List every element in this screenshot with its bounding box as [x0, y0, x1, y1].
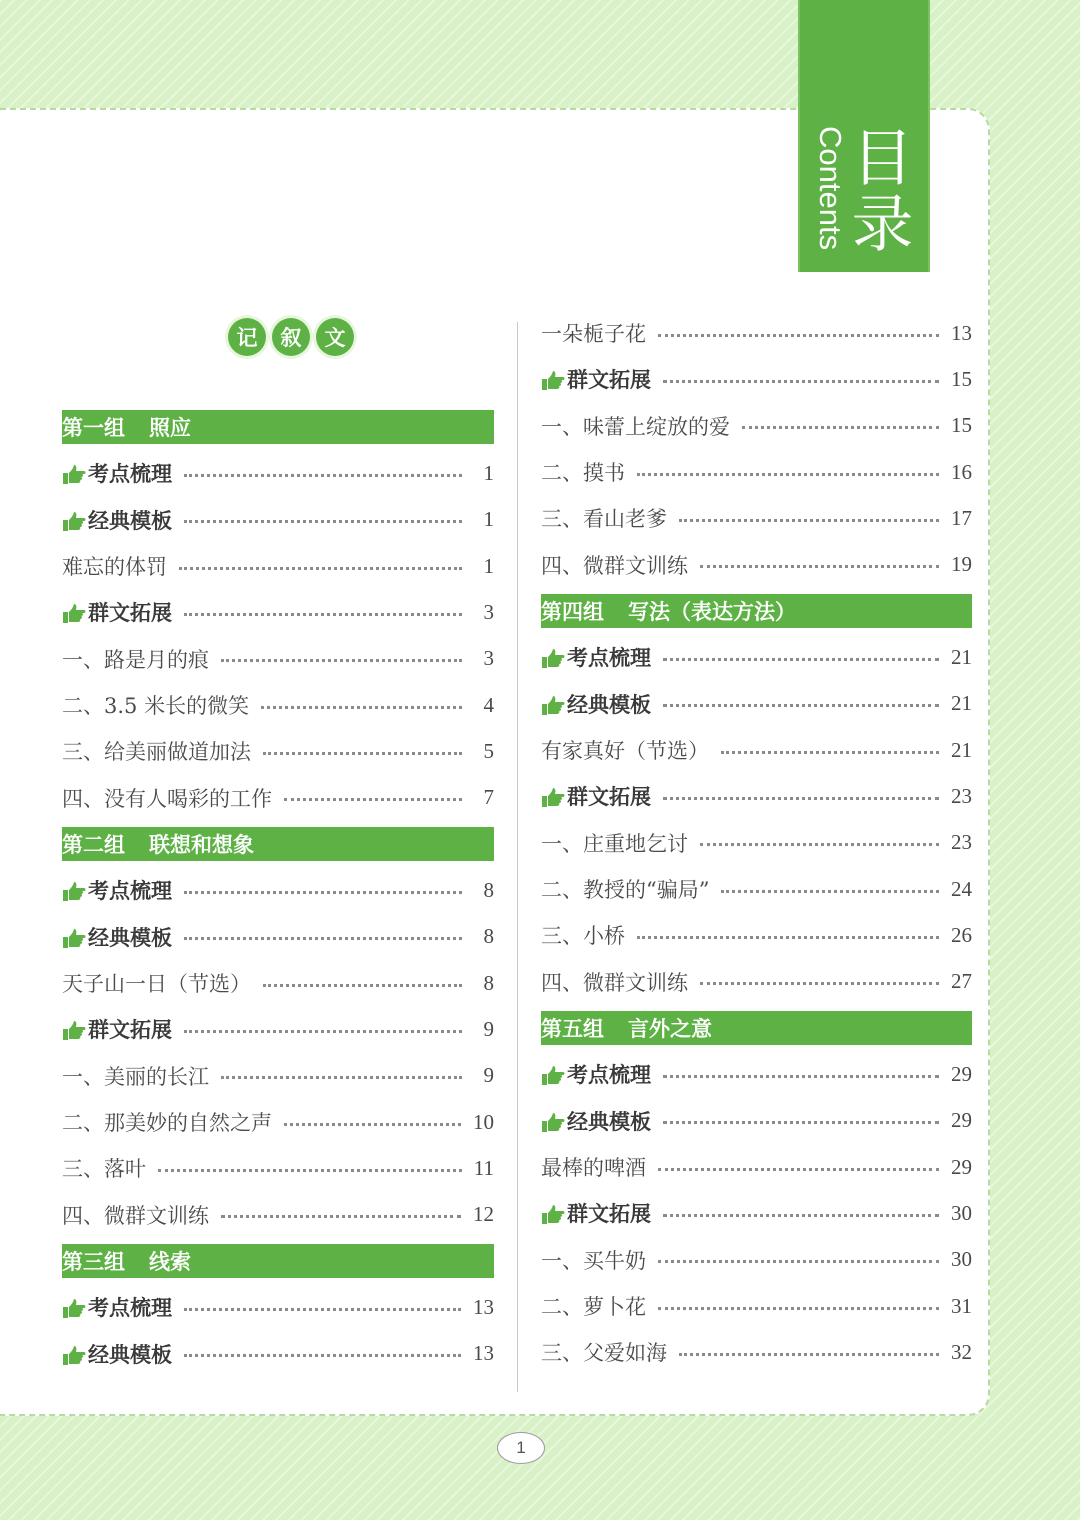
toc-entry-title: 经典模板 — [567, 692, 651, 717]
section-title-char: 记 — [228, 318, 266, 356]
toc-entry-page: 26 — [951, 922, 972, 947]
toc-entry-title: 一、路是月的痕 — [62, 647, 209, 672]
pointing-hand-icon — [541, 1065, 565, 1087]
toc-entry-title: 群文拓展 — [88, 601, 172, 626]
pointing-hand-icon — [541, 1204, 565, 1226]
toc-entry[interactable] — [541, 727, 972, 773]
group-heading — [62, 404, 494, 450]
dot-leader — [663, 1075, 939, 1078]
dot-leader — [184, 937, 462, 940]
dot-leader — [663, 1121, 939, 1124]
column-divider — [517, 322, 518, 1392]
toc-entry-title: 考点梳理 — [88, 879, 172, 904]
toc-entry-title: 二、那美妙的自然之声 — [62, 1111, 272, 1136]
pointing-hand-icon — [62, 881, 86, 903]
dot-leader — [700, 565, 939, 568]
dot-leader — [263, 984, 462, 987]
group-label: 第二组 — [62, 833, 125, 858]
toc-entry-title: 三、看山老爹 — [541, 507, 667, 532]
group-heading-bar — [62, 827, 494, 861]
pointing-hand-icon — [541, 648, 565, 670]
toc-entry-title: 四、没有人喝彩的工作 — [62, 786, 272, 811]
dot-leader — [184, 613, 462, 616]
group-heading — [541, 588, 972, 634]
section-title — [228, 318, 354, 356]
group-label: 第五组 — [541, 1017, 604, 1042]
toc-entry[interactable] — [62, 960, 494, 1006]
dot-leader — [658, 1168, 939, 1171]
toc-entry-title: 经典模板 — [88, 925, 172, 950]
dot-leader — [284, 798, 462, 801]
toc-entry-page: 3 — [483, 599, 494, 624]
toc-left-column — [62, 404, 494, 1377]
toc-entry[interactable] — [62, 497, 494, 543]
dot-leader — [658, 334, 939, 337]
dot-leader — [721, 751, 939, 754]
group-heading — [62, 1238, 494, 1284]
toc-entry-title: 二、摸书 — [541, 461, 625, 486]
toc-entry[interactable] — [541, 403, 972, 449]
toc-entry-title: 二、3.5 米长的微笑 — [62, 694, 250, 719]
toc-entry-title: 经典模板 — [88, 1342, 172, 1367]
dot-leader — [679, 519, 939, 522]
toc-entry-title: 四、微群文训练 — [62, 1203, 209, 1228]
dot-leader — [742, 426, 939, 429]
toc-entry[interactable] — [62, 589, 494, 635]
dot-leader — [221, 1076, 462, 1079]
toc-entry[interactable] — [541, 866, 972, 912]
toc-entry-title: 难忘的体罚 — [62, 555, 167, 580]
pointing-hand-icon — [541, 787, 565, 809]
toc-entry[interactable] — [541, 449, 972, 495]
pointing-hand-icon — [62, 603, 86, 625]
toc-right-column — [541, 310, 972, 1376]
dot-leader — [637, 473, 939, 476]
pointing-hand-icon — [62, 928, 86, 950]
toc-entry[interactable] — [541, 634, 972, 680]
dot-leader — [663, 704, 939, 707]
dot-leader — [221, 1215, 461, 1218]
toc-entry-page: 8 — [483, 877, 494, 902]
dot-leader — [663, 797, 939, 800]
group-label: 第四组 — [541, 600, 604, 625]
toc-entry-page: 23 — [951, 830, 972, 855]
toc-entry[interactable] — [541, 820, 972, 866]
dot-leader — [663, 658, 939, 661]
toc-entry[interactable] — [62, 1145, 494, 1191]
toc-entry-page: 24 — [951, 876, 972, 901]
dot-leader — [637, 936, 939, 939]
dot-leader — [679, 1353, 939, 1356]
toc-entry-title: 最棒的啤酒 — [541, 1156, 646, 1181]
toc-entry[interactable] — [62, 728, 494, 774]
toc-entry-page: 30 — [951, 1200, 972, 1225]
toc-entry-title: 二、萝卜花 — [541, 1295, 646, 1320]
group-topic: 线索 — [149, 1250, 191, 1275]
group-heading-bar — [541, 1011, 972, 1045]
pointing-hand-icon — [541, 370, 565, 392]
toc-entry-page: 15 — [951, 366, 972, 391]
toc-entry-page: 4 — [483, 692, 494, 717]
group-heading-bar — [541, 594, 972, 628]
toc-entry[interactable] — [541, 310, 972, 356]
toc-entry[interactable] — [541, 1190, 972, 1236]
toc-entry-page: 16 — [951, 459, 972, 484]
toc-entry-page: 17 — [951, 505, 972, 530]
toc-entry-page: 1 — [483, 507, 494, 532]
toc-entry[interactable] — [62, 867, 494, 913]
toc-entry[interactable] — [541, 1283, 972, 1329]
toc-entry[interactable] — [62, 450, 494, 496]
toc-entry[interactable] — [62, 914, 494, 960]
dot-leader — [221, 659, 462, 662]
dot-leader — [158, 1169, 462, 1172]
dot-leader — [184, 1354, 461, 1357]
toc-entry[interactable] — [62, 1053, 494, 1099]
toc-entry-title: 一朵栀子花 — [541, 322, 646, 347]
toc-entry[interactable] — [62, 636, 494, 682]
toc-entry-title: 有家真好（节选） — [541, 739, 709, 764]
toc-entry-page: 8 — [483, 970, 494, 995]
group-heading-bar — [62, 410, 494, 444]
group-heading — [541, 1005, 972, 1051]
toc-entry-title: 考点梳理 — [88, 462, 172, 487]
group-topic: 言外之意 — [628, 1017, 712, 1042]
toc-entry-title: 群文拓展 — [88, 1018, 172, 1043]
page-title: 目录 — [841, 125, 914, 257]
group-heading — [62, 821, 494, 867]
toc-entry-title: 考点梳理 — [567, 646, 651, 671]
toc-entry[interactable] — [541, 912, 972, 958]
dot-leader — [700, 843, 939, 846]
toc-entry-page: 7 — [483, 785, 494, 810]
toc-entry[interactable] — [541, 356, 972, 402]
toc-entry[interactable] — [541, 773, 972, 819]
toc-entry-page: 21 — [951, 644, 972, 669]
pointing-hand-icon — [62, 464, 86, 486]
toc-entry[interactable] — [62, 682, 494, 728]
toc-entry-title: 三、落叶 — [62, 1157, 146, 1182]
pointing-hand-icon — [541, 1112, 565, 1134]
toc-entry-page: 10 — [473, 1109, 494, 1134]
toc-entry-title: 一、买牛奶 — [541, 1248, 646, 1273]
toc-entry[interactable] — [541, 495, 972, 541]
toc-entry[interactable] — [541, 542, 972, 588]
section-title-char: 叙 — [272, 318, 310, 356]
toc-entry-page: 13 — [951, 320, 972, 345]
toc-entry-page: 21 — [951, 737, 972, 762]
toc-entry-page: 1 — [483, 460, 494, 485]
toc-entry-page: 9 — [483, 1063, 494, 1088]
group-heading-bar — [62, 1244, 494, 1278]
toc-entry-title: 群文拓展 — [567, 368, 651, 393]
toc-entry-title: 经典模板 — [88, 508, 172, 533]
toc-entry[interactable] — [541, 959, 972, 1005]
toc-entry-title: 三、父爱如海 — [541, 1341, 667, 1366]
dot-leader — [263, 752, 462, 755]
toc-entry-page: 19 — [951, 552, 972, 577]
page-number: 1 — [497, 1432, 545, 1464]
dot-leader — [658, 1260, 939, 1263]
toc-entry-title: 考点梳理 — [567, 1063, 651, 1088]
toc-entry[interactable] — [62, 1284, 494, 1330]
toc-entry-page: 29 — [951, 1154, 972, 1179]
toc-entry-title: 四、微群文训练 — [541, 553, 688, 578]
toc-entry-title: 群文拓展 — [567, 785, 651, 810]
toc-entry-page: 27 — [951, 969, 972, 994]
pointing-hand-icon — [62, 511, 86, 533]
toc-entry[interactable] — [62, 775, 494, 821]
pointing-hand-icon — [62, 1020, 86, 1042]
dot-leader — [184, 1308, 461, 1311]
page-subtitle: Contents — [813, 126, 848, 251]
dot-leader — [261, 706, 462, 709]
toc-entry-page: 9 — [483, 1016, 494, 1041]
toc-entry-title: 天子山一日（节选） — [62, 972, 251, 997]
dot-leader — [658, 1307, 939, 1310]
dot-leader — [184, 891, 462, 894]
pointing-hand-icon — [62, 1298, 86, 1320]
toc-entry-page: 32 — [951, 1339, 972, 1364]
toc-entry[interactable] — [541, 681, 972, 727]
toc-entry-page: 11 — [473, 1155, 494, 1180]
toc-entry-title: 三、小桥 — [541, 924, 625, 949]
toc-entry-page: 1 — [483, 553, 494, 578]
toc-entry-title: 群文拓展 — [567, 1202, 651, 1227]
dot-leader — [184, 474, 462, 477]
toc-entry[interactable] — [541, 1051, 972, 1097]
toc-entry[interactable] — [62, 1099, 494, 1145]
section-title-char: 文 — [316, 318, 354, 356]
toc-entry-title: 一、味蕾上绽放的爱 — [541, 414, 730, 439]
dot-leader — [179, 567, 462, 570]
dot-leader — [663, 1214, 939, 1217]
pointing-hand-icon — [541, 695, 565, 717]
toc-entry[interactable] — [541, 1098, 972, 1144]
dot-leader — [184, 520, 462, 523]
toc-entry-title: 一、美丽的长江 — [62, 1064, 209, 1089]
toc-entry-page: 3 — [483, 646, 494, 671]
group-label: 第三组 — [62, 1250, 125, 1275]
toc-entry-page: 29 — [951, 1061, 972, 1086]
toc-entry[interactable] — [62, 1006, 494, 1052]
toc-entry[interactable] — [541, 1237, 972, 1283]
group-label: 第一组 — [62, 416, 125, 441]
toc-entry-title: 考点梳理 — [88, 1296, 172, 1321]
dot-leader — [284, 1123, 461, 1126]
dot-leader — [184, 1030, 462, 1033]
toc-entry-page: 23 — [951, 783, 972, 808]
toc-entry-page: 29 — [951, 1108, 972, 1133]
toc-entry[interactable] — [62, 543, 494, 589]
toc-entry-page: 13 — [473, 1341, 494, 1366]
group-topic: 照应 — [149, 416, 191, 441]
toc-entry-page: 5 — [483, 738, 494, 763]
toc-entry-title: 四、微群文训练 — [541, 970, 688, 995]
toc-entry-page: 12 — [473, 1202, 494, 1227]
toc-entry[interactable] — [541, 1144, 972, 1190]
toc-entry-page: 13 — [473, 1294, 494, 1319]
dot-leader — [721, 890, 939, 893]
toc-entry-title: 一、庄重地乞讨 — [541, 831, 688, 856]
pointing-hand-icon — [62, 1345, 86, 1367]
toc-entry[interactable] — [62, 1192, 494, 1238]
group-topic: 写法（表达方法） — [628, 600, 796, 625]
group-topic: 联想和想象 — [149, 833, 254, 858]
toc-entry[interactable] — [541, 1329, 972, 1375]
toc-entry-page: 15 — [951, 413, 972, 438]
toc-entry-title: 经典模板 — [567, 1109, 651, 1134]
toc-entry-title: 二、教授的“骗局” — [541, 878, 710, 903]
toc-entry[interactable] — [62, 1331, 494, 1377]
toc-entry-page: 30 — [951, 1247, 972, 1272]
dot-leader — [700, 982, 939, 985]
dot-leader — [663, 380, 939, 383]
toc-entry-page: 31 — [951, 1293, 972, 1318]
toc-entry-title: 三、给美丽做道加法 — [62, 740, 251, 765]
toc-entry-page: 21 — [951, 691, 972, 716]
toc-entry-page: 8 — [483, 924, 494, 949]
